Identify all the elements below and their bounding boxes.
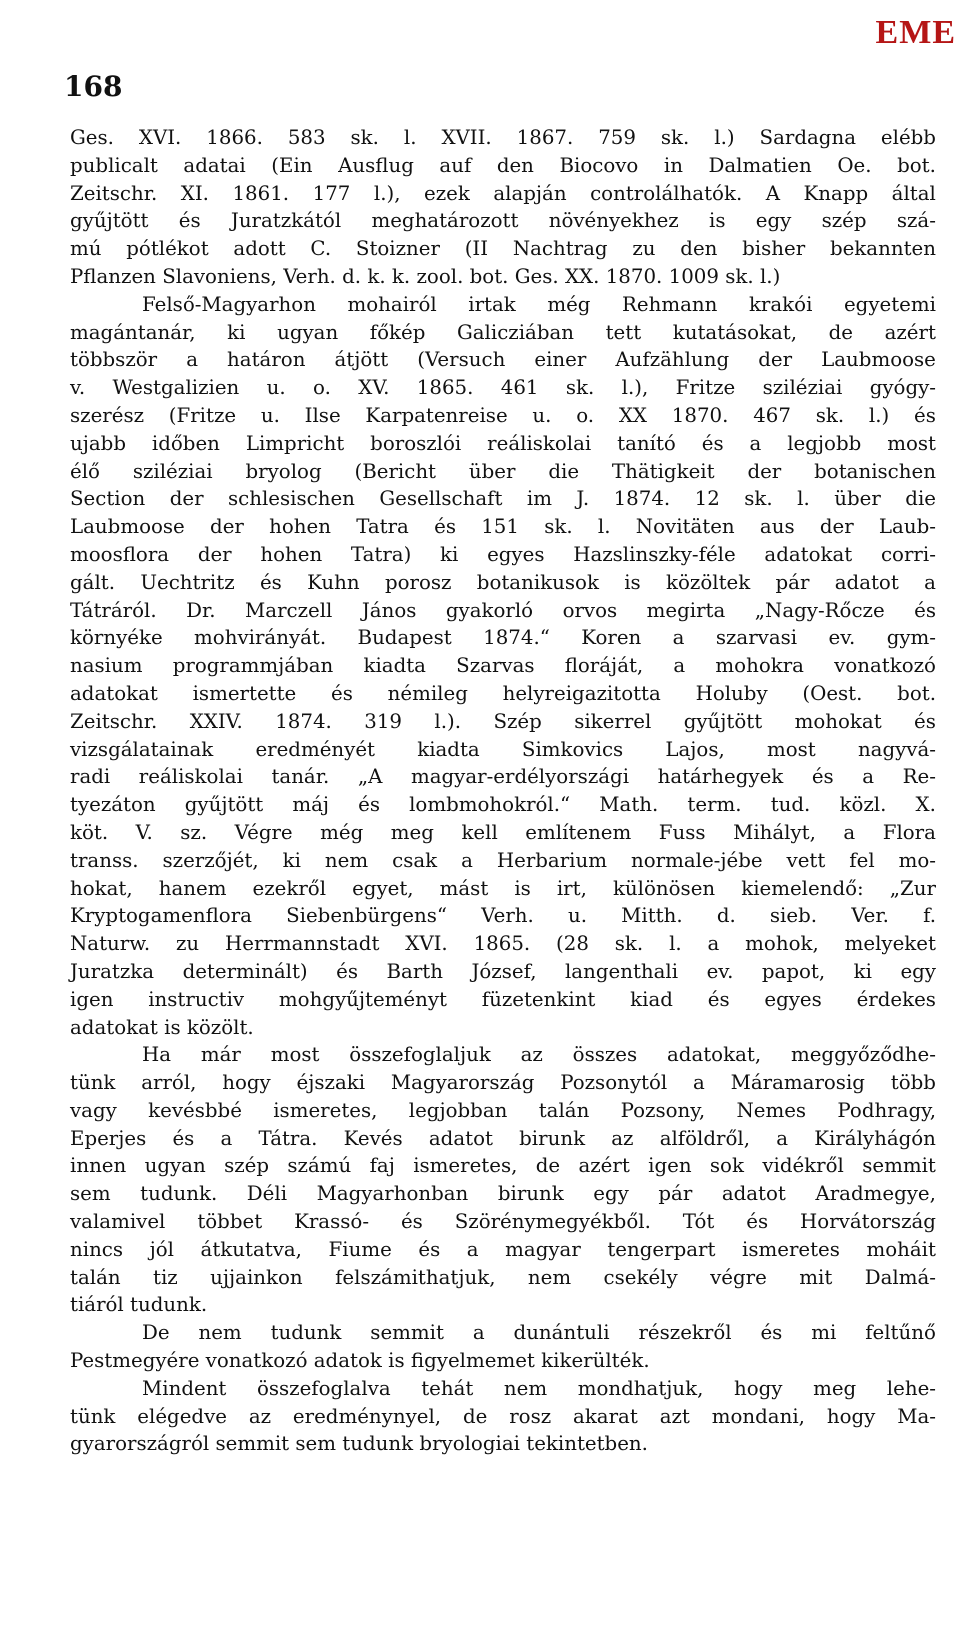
text-line: tiáról tudunk. (70, 1293, 208, 1317)
publisher-logo: EME (875, 14, 956, 51)
text-line: ujabb időben Limpricht boroszlói reáliskolai tanító és a legjobb most (70, 431, 936, 455)
text-line: publicalt adatai (Ein Ausflug auf den Biocovo in Dalmatien Oe. bot. (70, 153, 936, 177)
text-line: moosflora der hohen Tatra) ki egyes Hazslinszky-féle adatokat corri- (70, 542, 936, 566)
text-line: Pflanzen Slavoniens, Verh. d. k. k. zool. bot. Ges. XX. 1870. 1009 sk. l.) (70, 264, 781, 288)
text-line: nincs jól átkutatva, Fiume és a magyar tengerpart ismeretes moháit (70, 1237, 936, 1261)
text-line: radi reáliskolai tanár. „A magyar-erdélyországi határhegyek és a Re- (70, 765, 936, 789)
text-line: Laubmoose der hohen Tatra és 151 sk. l. Novitäten aus der Laub- (70, 515, 936, 539)
text-line: Tátráról. Dr. Marczell János gyakorló orvos megirta „Nagy-Rőcze és (70, 598, 936, 622)
text-line: vizsgálatainak eredményét kiadta Simkovics Lajos, most nagyvá- (70, 737, 936, 761)
text-line: De nem tudunk semmit a dunántuli részekről és mi feltűnő (142, 1321, 936, 1345)
text-line: transs. szerzőjét, ki nem csak a Herbarium normale-jébe vett fel mo- (70, 848, 936, 872)
text-line: mú pótlékot adott C. Stoizner (II Nachtrag zu den bisher bekannten (70, 237, 936, 261)
text-line: köt. V. sz. Végre még meg kell említenem Fuss Mihályt, a Flora (70, 820, 936, 844)
text-line: igen instructiv mohgyűjteményt füzetenkint kiad és egyes érdekes (70, 987, 936, 1011)
text-line: Zeitschr. XI. 1861. 177 l.), ezek alapján controlálhatók. A Knapp által (70, 181, 936, 205)
text-line: vagy kevésbbé ismeretes, legjobban talán Pozsony, Nemes Podhragy, (70, 1098, 936, 1122)
text-line: innen ugyan szép számú faj ismeretes, de azért igen sok vidékről semmit (70, 1154, 936, 1178)
text-line: Naturw. zu Herrmannstadt XVI. 1865. (28 sk. l. a mohok, melyeket (70, 932, 936, 956)
text-line: Section der schlesischen Gesellschaft im J. 1874. 12 sk. l. über die (70, 487, 936, 511)
text-line: talán tiz ujjainkon felszámithatjuk, nem csekély végre mit Dalmá- (70, 1265, 936, 1289)
text-line: v. Westgalizien u. o. XV. 1865. 461 sk. l.), Fritze sziléziai gyógy- (70, 376, 936, 400)
text-line: Eperjes és a Tátra. Kevés adatot birunk az alföldről, a Királyhágón (70, 1126, 936, 1150)
text-line: szerész (Fritze u. Ilse Karpatenreise u. o. XX 1870. 467 sk. l.) és (70, 403, 936, 427)
text-line: környéke mohvirányát. Budapest 1874.“ Koren a szarvasi ev. gym- (70, 626, 936, 650)
text-line: gyűjtött és Juratzkától meghatározott növényekhez is egy szép szá- (70, 209, 936, 233)
text-line: gyarországról semmit sem tudunk bryologiai tekintetben. (70, 1432, 648, 1456)
text-line: adatokat ismertette és némileg helyreigazitotta Holuby (Oest. bot. (70, 681, 936, 705)
text-line: Ges. XVI. 1866. 583 sk. l. XVII. 1867. 759 sk. l.) Sardagna elébb (70, 126, 936, 149)
page-number: 168 (64, 70, 123, 103)
text-line: Pestmegyére vonatkozó adatok is figyelmemet kikerülték. (70, 1349, 650, 1373)
text-line: Ha már most összefoglaljuk az összes adatokat, meggyőződhe- (142, 1043, 936, 1067)
text-line: tünk elégedve az eredménynyel, de rosz akarat azt mondani, hogy Ma- (70, 1404, 936, 1428)
text-line: Felső-Magyarhon mohairól irtak még Rehmann krakói egyetemi (142, 292, 936, 316)
text-line: magántanár, ki ugyan főkép Galicziában tett kutatásokat, de azért (70, 320, 936, 344)
text-line: valamivel többet Krassó- és Szörénymegyékből. Tót és Horvátország (70, 1210, 936, 1234)
text-line: tyezáton gyűjtött máj és lombmohokról.“ Math. term. tud. közl. X. (70, 793, 936, 817)
text-line: sem tudunk. Déli Magyarhonban birunk egy pár adatot Aradmegye, (70, 1182, 936, 1206)
text-line: Mindent összefoglalva tehát nem mondhatjuk, hogy meg lehe- (142, 1376, 936, 1400)
text-line: nasium programmjában kiadta Szarvas floráját, a mohokra vonatkozó (70, 654, 936, 678)
text-line: Kryptogamenflora Siebenbürgens“ Verh. u. Mitth. d. sieb. Ver. f. (70, 904, 936, 928)
text-line: Zeitschr. XXIV. 1874. 319 l.). Szép sikerrel gyűjtött mohokat és (70, 709, 936, 733)
text-line: adatokat is közölt. (70, 1015, 254, 1039)
text-line: gált. Uechtritz és Kuhn porosz botanikusok is közöltek pár adatot a (70, 570, 936, 594)
text-line: többször a határon átjött (Versuch einer Aufzählung der Laubmoose (70, 348, 936, 372)
text-line: élő sziléziai bryolog (Bericht über die Thätigkeit der botanischen (70, 459, 936, 483)
text-line: tünk arról, hogy éjszaki Magyarország Pozsonytól a Máramarosig több (70, 1071, 936, 1095)
text-line: hokat, hanem ezekről egyet, mást is irt, különösen kiemelendő: „Zur (70, 876, 936, 900)
body-text (70, 124, 936, 1458)
text-line: Juratzka determinált) és Barth József, langenthali ev. papot, ki egy (70, 959, 936, 983)
